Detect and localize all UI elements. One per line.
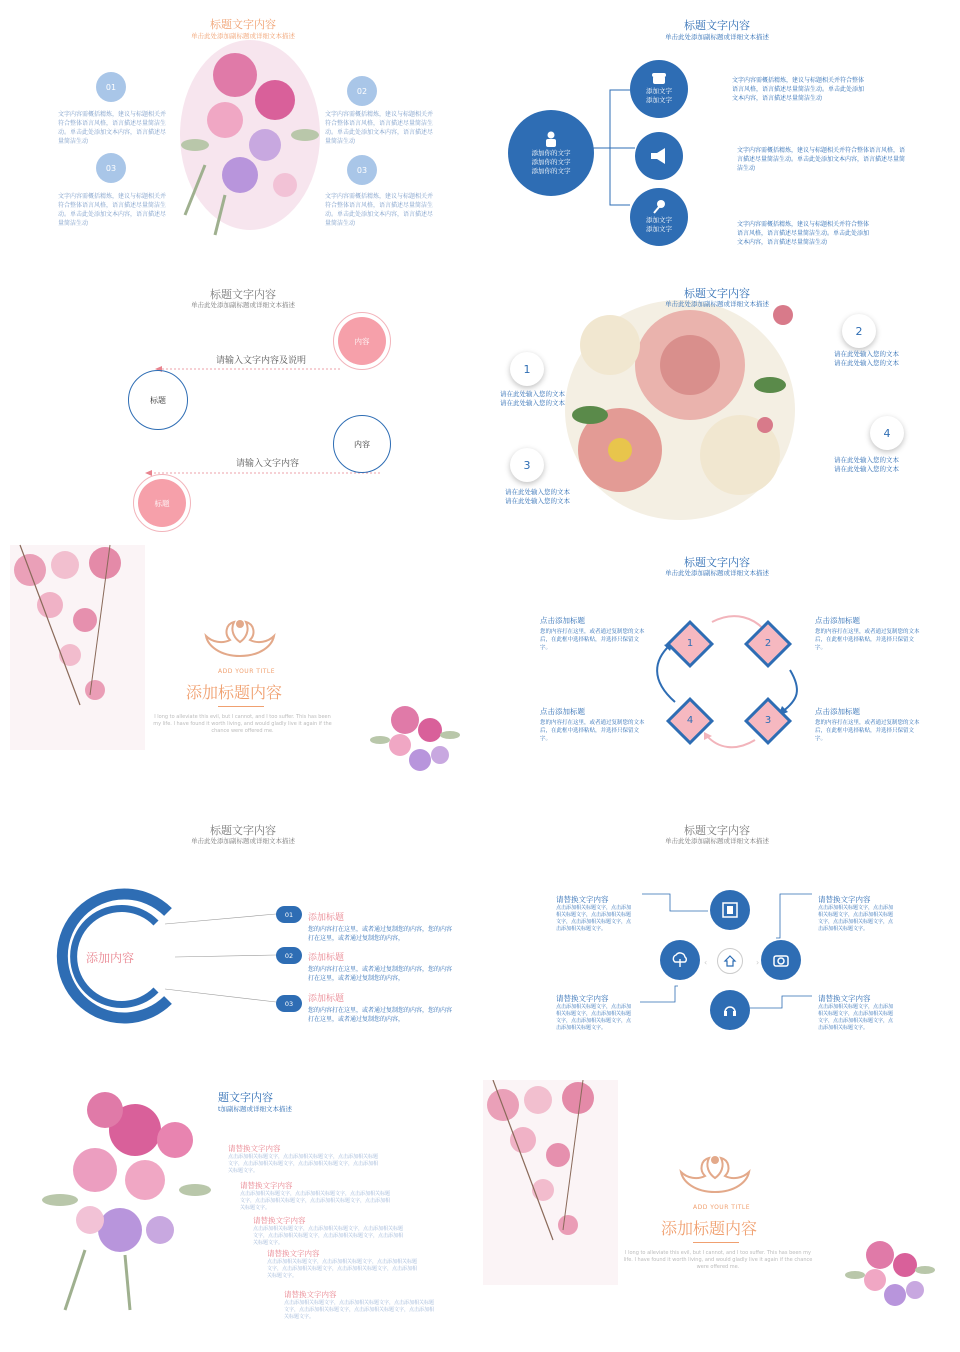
node-1	[630, 60, 688, 118]
person-icon	[544, 131, 558, 147]
arrow-lines	[0, 270, 480, 540]
body-4: 点击添加相关标题文字，点击添加相关标题文字，点击添加相关标题文字，点击添加相关标题文字，点击添加相关标题文字。	[818, 1004, 894, 1031]
slide-title: 标题文字内容	[210, 288, 276, 301]
slide-3	[0, 270, 480, 540]
circle-title-1: 标题	[128, 370, 188, 430]
node-2	[635, 132, 683, 180]
badge-03-right	[347, 155, 377, 185]
heading-2: 请替换文字内容	[240, 1181, 293, 1190]
cherry-blossom-image	[483, 1080, 618, 1285]
number-badge-2: 2	[842, 314, 876, 348]
slide-1	[0, 0, 480, 270]
number-pill-03: 03	[276, 995, 302, 1012]
c-shape-graphic	[0, 810, 480, 1080]
text-2: 请在此处输入您的文本 请在此处输入您的文本	[834, 350, 899, 367]
badge-label: 03	[356, 165, 368, 175]
slide-title: 题文字内容	[218, 1091, 273, 1104]
main-title: 添加标题内容	[661, 1219, 758, 1238]
cycle-arrows	[480, 540, 960, 810]
slide-subtitle: 单击此处添加副标题或详细文本描述	[665, 569, 769, 577]
english-title: ADD YOUR TITLE	[693, 1204, 751, 1211]
body-3: 点击添加相关标题文字，点击添加相关标题文字，点击添加相关标题文字，点击添加相关标题文字，点击添加相关标题文字。	[556, 1004, 632, 1031]
body-1: 您的内容打在这里，或者通过复制您的内容，您的内容打在这里，或者通过复制您的内容，	[308, 926, 453, 942]
slide-title: 标题文字内容	[210, 824, 276, 837]
body-5: 点击添加相关标题文字，点击添加相关标题文字，点击添加相关标题文字，点击添加相关标题文字，点击添加相关标题文字，点击添加相关标题文字。	[284, 1300, 435, 1320]
slide-4	[480, 270, 960, 540]
microphone-icon	[653, 200, 665, 214]
number-pill-01: 01	[276, 906, 302, 923]
home-icon	[717, 948, 743, 974]
diamond-1-label: 1	[686, 638, 694, 649]
connector-lines	[480, 810, 960, 1080]
svg-text:‹: ‹	[704, 958, 708, 967]
body-4: 您的内容打在这里，或者通过复制您的文本后，在此框中选择粘贴，并选择只保留文字。	[815, 720, 920, 742]
english-title: ADD YOUR TITLE	[218, 668, 276, 675]
heading-1: 点击添加标题	[540, 616, 585, 625]
swan-emblem-icon	[675, 1152, 755, 1196]
center-node-text: 添加你的文字 添加你的文字 添加你的文字	[531, 148, 571, 175]
circle-content-1-inner: 内容	[338, 317, 386, 365]
diamond-2-label: 2	[764, 638, 772, 649]
slide-title: 标题文字内容	[684, 824, 750, 837]
node-1-text: 添加文字 添加文字	[646, 87, 672, 104]
heading-4: 请替换文字内容	[267, 1249, 320, 1258]
text-1: 请在此处输入您的文本 请在此处输入您的文本	[500, 390, 565, 407]
heading-1: 请替换文字内容	[228, 1144, 281, 1153]
text-block-3: 文字内容需概括精炼，建议与标题相关并符合整体语言风格，语言描述尽量简洁生动。单击此处添加文本内容，语言描述尽量简洁生动	[58, 193, 167, 227]
slide-subtitle: 单击此处添加副标题或详细文本描述	[191, 32, 295, 40]
headset-icon	[710, 990, 750, 1030]
slide-subtitle: 单击此处添加副标题或详细文本描述	[191, 837, 295, 845]
slide-6	[480, 540, 960, 810]
number-badge-3: 3	[510, 448, 544, 482]
text-block-3: 文字内容需概括精炼，建议与标题相关并符合整体语言风格，语言描述尽量简洁生动。单击此处添加文本内容，语言描述尽量简洁生动	[737, 221, 870, 246]
film-icon	[710, 890, 750, 930]
diamond-4-label: 4	[686, 715, 694, 726]
badge-label: 02	[356, 86, 368, 96]
badge-03-left	[96, 153, 126, 183]
slide-subtitle: 单击此处添加副标题或详细文本描述	[665, 837, 769, 845]
cloud-download-icon	[660, 940, 700, 980]
slide-title: 标题文字内容	[684, 556, 750, 569]
body-2: 点击添加相关标题文字，点击添加相关标题文字，点击添加相关标题文字，点击添加相关标题文字，点击添加相关标题文字。	[818, 905, 894, 932]
text-4: 请在此处输入您的文本 请在此处输入您的文本	[834, 456, 899, 473]
slide-10	[480, 1080, 960, 1350]
label-1: 请输入文字内容及说明	[216, 356, 307, 366]
node-3	[630, 188, 688, 246]
slide-title: 标题文字内容	[210, 18, 276, 31]
center-node	[508, 110, 594, 196]
body-1: 您的内容打在这里，或者通过复制您的文本后，在此框中选择粘贴，并选择只保留文字。	[540, 629, 645, 651]
circle-content-2: 内容	[333, 415, 391, 473]
text-3: 请在此处输入您的文本 请在此处输入您的文本	[505, 488, 570, 505]
flower-bouquet-small-image	[835, 1220, 945, 1330]
node-3-text: 添加文字 添加文字	[646, 216, 672, 233]
heading-4: 请替换文字内容	[818, 994, 871, 1003]
badge-02	[347, 76, 377, 106]
megaphone-icon	[649, 148, 669, 164]
swan-emblem-icon	[200, 616, 280, 660]
circle-title-2-inner: 标题	[138, 479, 186, 527]
slide-subtitle: t加副标题或详细文本描述	[218, 1105, 293, 1113]
body-text: I long to alleviate this evil, but I cannot, and I too suffer. This has been my life. I have found it worth living, and would gladly live it again if the chance were offered me.	[153, 714, 332, 734]
heading-5: 请替换文字内容	[284, 1290, 337, 1299]
body-text: I long to alleviate this evil, but I cannot, and I too suffer. This has been my life. I have found it worth living, and would gladly live it again if the chance were offered me.	[623, 1250, 813, 1270]
heading-2: 请替换文字内容	[818, 895, 871, 904]
text-block-1: 文字内容需概括精炼，建议与标题相关并符合整体语言风格，语言描述尽量简洁生动。单击此处添加文本内容，语言描述尽量简洁生动	[732, 77, 865, 102]
circle-content-1	[333, 312, 391, 370]
heading-2: 点击添加标题	[815, 616, 860, 625]
heading-1: 请替换文字内容	[556, 895, 609, 904]
heading-1: 添加标题	[308, 913, 345, 923]
svg-text:›: ›	[756, 958, 760, 967]
body-1: 点击添加相关标题文字，点击添加相关标题文字，点击添加相关标题文字，点击添加相关标题文字，点击添加相关标题文字。	[556, 905, 632, 932]
heading-3: 请替换文字内容	[253, 1216, 306, 1225]
label-2: 请输入文字内容	[236, 459, 300, 469]
slide-subtitle: 单击此处添加副标题或详细文本描述	[665, 33, 769, 41]
main-title: 添加标题内容	[186, 683, 283, 702]
phone-icon	[652, 73, 666, 85]
body-2: 您的内容打在这里，或者通过复制您的内容，您的内容打在这里，或者通过复制您的内容，	[308, 966, 453, 982]
body-3: 您的内容打在这里，或者通过复制您的文本后，在此框中选择粘贴，并选择只保留文字。	[540, 720, 645, 742]
flower-bouquet-small-image	[360, 685, 470, 795]
slide-subtitle: 单击此处添加副标题或详细文本描述	[665, 300, 769, 308]
badge-label: 03	[105, 163, 117, 173]
number-pill-02: 02	[276, 947, 302, 964]
body-3: 点击添加相关标题文字，点击添加相关标题文字，点击添加相关标题文字，点击添加相关标题文字，点击添加相关标题文字，点击添加相关标题文字。	[253, 1226, 404, 1246]
text-block-4: 文字内容需概括精炼，建议与标题相关并符合整体语言风格，语言描述尽量简洁生动。单击此处添加文本内容，语言描述尽量简洁生动	[325, 193, 434, 227]
badge-label: 01	[105, 82, 117, 92]
flower-bouquet-image	[165, 25, 335, 245]
slide-2	[480, 0, 960, 270]
heading-4: 点击添加标题	[815, 707, 860, 716]
slide-8	[480, 810, 960, 1080]
heading-3: 点击添加标题	[540, 707, 585, 716]
slide-5	[0, 540, 480, 810]
body-3: 您的内容打在这里，或者通过复制您的内容，您的内容打在这里，或者通过复制您的内容，	[308, 1007, 453, 1023]
diamond-3-label: 3	[764, 715, 772, 726]
body-2: 点击添加相关标题文字，点击添加相关标题文字，点击添加相关标题文字，点击添加相关标题文字，点击添加相关标题文字，点击添加相关标题文字。	[240, 1191, 391, 1211]
center-label: 添加内容	[86, 951, 135, 965]
cherry-blossom-image	[10, 545, 145, 750]
title-underline	[693, 1242, 739, 1243]
circle-title-2	[133, 474, 191, 532]
text-block-2: 文字内容需概括精炼，建议与标题相关并符合整体语言风格，语言描述尽量简洁生动。单击此处添加文本内容，语言描述尽量简洁生动	[737, 147, 906, 172]
title-underline	[218, 706, 264, 707]
body-4: 点击添加相关标题文字，点击添加相关标题文字，点击添加相关标题文字，点击添加相关标题文字，点击添加相关标题文字，点击添加相关标题文字。	[267, 1259, 418, 1279]
body-2: 您的内容打在这里，或者通过复制您的文本后，在此框中选择粘贴，并选择只保留文字。	[815, 629, 920, 651]
slide-subtitle: 单击此处添加副标题或详细文本描述	[191, 301, 295, 309]
body-1: 点击添加相关标题文字，点击添加相关标题文字，点击添加相关标题文字，点击添加相关标题文字，点击添加相关标题文字，点击添加相关标题文字。	[228, 1154, 379, 1174]
number-badge-4: 4	[870, 416, 904, 450]
heading-3: 添加标题	[308, 994, 345, 1004]
number-badge-1: 1	[510, 352, 544, 386]
heading-2: 添加标题	[308, 953, 345, 963]
slide-title: 标题文字内容	[684, 19, 750, 32]
text-block-2: 文字内容需概括精炼，建议与标题相关并符合整体语言风格，语言描述尽量简洁生动。单击此处添加文本内容，语言描述尽量简洁生动	[325, 111, 434, 145]
slide-title: 标题文字内容	[684, 287, 750, 300]
slide-7	[0, 810, 480, 1080]
heading-3: 请替换文字内容	[556, 994, 609, 1003]
badge-01	[96, 72, 126, 102]
camera-icon	[761, 940, 801, 980]
text-block-1: 文字内容需概括精炼，建议与标题相关并符合整体语言风格，语言描述尽量简洁生动。单击此处添加文本内容，语言描述尽量简洁生动	[58, 111, 167, 145]
flower-bouquet-image	[35, 1080, 215, 1320]
slide-9	[0, 1080, 480, 1350]
